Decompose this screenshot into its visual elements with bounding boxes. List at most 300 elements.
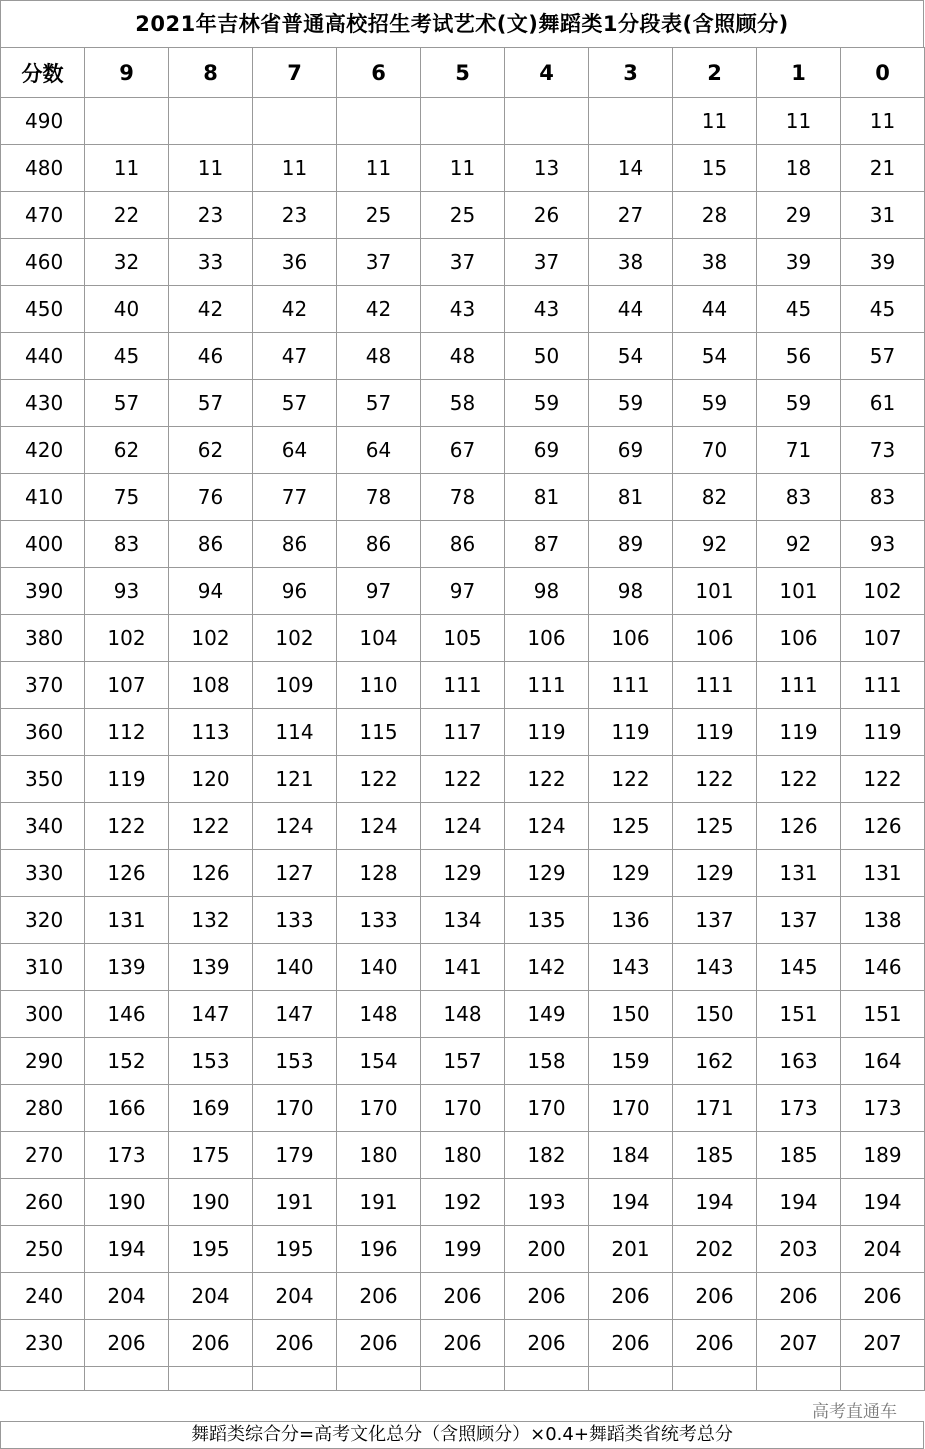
count-cell: 185 xyxy=(757,1132,841,1179)
score-cell: 420 xyxy=(1,427,85,474)
count-cell: 38 xyxy=(589,239,673,286)
count-cell: 124 xyxy=(421,803,505,850)
count-cell: 70 xyxy=(673,427,757,474)
empty-cell xyxy=(169,1367,253,1391)
count-cell: 28 xyxy=(673,192,757,239)
count-cell: 154 xyxy=(337,1038,421,1085)
table-header xyxy=(1,48,925,98)
count-cell: 44 xyxy=(673,286,757,333)
table-row xyxy=(1,286,925,333)
count-cell: 44 xyxy=(589,286,673,333)
score-cell: 400 xyxy=(1,521,85,568)
empty-cell xyxy=(505,1367,589,1391)
table-row xyxy=(1,756,925,803)
count-cell: 122 xyxy=(169,803,253,850)
count-cell: 191 xyxy=(253,1179,337,1226)
count-cell: 206 xyxy=(337,1273,421,1320)
count-cell: 194 xyxy=(841,1179,925,1226)
count-cell: 11 xyxy=(253,145,337,192)
count-cell: 21 xyxy=(841,145,925,192)
count-cell: 83 xyxy=(85,521,169,568)
table-row xyxy=(1,897,925,944)
empty-cell xyxy=(421,1367,505,1391)
count-cell: 105 xyxy=(421,615,505,662)
count-cell: 146 xyxy=(841,944,925,991)
count-cell: 170 xyxy=(337,1085,421,1132)
score-cell: 460 xyxy=(1,239,85,286)
count-cell: 87 xyxy=(505,521,589,568)
count-cell: 56 xyxy=(757,333,841,380)
count-cell: 62 xyxy=(85,427,169,474)
score-table xyxy=(0,47,925,1391)
header-row xyxy=(1,48,925,98)
count-cell: 48 xyxy=(337,333,421,380)
header-cell-digit: 7 xyxy=(253,48,337,98)
count-cell xyxy=(421,98,505,145)
count-cell: 206 xyxy=(337,1320,421,1367)
count-cell: 170 xyxy=(253,1085,337,1132)
count-cell: 106 xyxy=(505,615,589,662)
count-cell: 129 xyxy=(673,850,757,897)
count-cell: 129 xyxy=(421,850,505,897)
count-cell: 166 xyxy=(85,1085,169,1132)
count-cell: 97 xyxy=(337,568,421,615)
score-cell: 410 xyxy=(1,474,85,521)
table-row xyxy=(1,1132,925,1179)
empty-cell xyxy=(589,1367,673,1391)
count-cell: 59 xyxy=(673,380,757,427)
score-cell: 440 xyxy=(1,333,85,380)
count-cell: 147 xyxy=(253,991,337,1038)
count-cell: 54 xyxy=(673,333,757,380)
score-cell: 300 xyxy=(1,991,85,1038)
count-cell: 77 xyxy=(253,474,337,521)
count-cell xyxy=(589,98,673,145)
count-cell: 142 xyxy=(505,944,589,991)
count-cell: 93 xyxy=(841,521,925,568)
table-row xyxy=(1,615,925,662)
count-cell: 200 xyxy=(505,1226,589,1273)
count-cell: 184 xyxy=(589,1132,673,1179)
table-row xyxy=(1,944,925,991)
count-cell: 45 xyxy=(757,286,841,333)
count-cell: 194 xyxy=(589,1179,673,1226)
count-cell: 131 xyxy=(757,850,841,897)
count-cell: 169 xyxy=(169,1085,253,1132)
count-cell: 204 xyxy=(253,1273,337,1320)
count-cell: 27 xyxy=(589,192,673,239)
count-cell: 25 xyxy=(421,192,505,239)
count-cell: 11 xyxy=(757,98,841,145)
count-cell: 122 xyxy=(757,756,841,803)
count-cell: 137 xyxy=(757,897,841,944)
count-cell: 115 xyxy=(337,709,421,756)
count-cell: 122 xyxy=(505,756,589,803)
count-cell: 18 xyxy=(757,145,841,192)
count-cell: 182 xyxy=(505,1132,589,1179)
count-cell: 171 xyxy=(673,1085,757,1132)
count-cell: 58 xyxy=(421,380,505,427)
count-cell: 69 xyxy=(505,427,589,474)
count-cell: 75 xyxy=(85,474,169,521)
count-cell: 29 xyxy=(757,192,841,239)
count-cell: 106 xyxy=(757,615,841,662)
count-cell: 170 xyxy=(421,1085,505,1132)
table-row xyxy=(1,568,925,615)
watermark: 高考直通车 xyxy=(812,1402,897,1422)
count-cell: 101 xyxy=(673,568,757,615)
count-cell: 190 xyxy=(169,1179,253,1226)
count-cell: 37 xyxy=(421,239,505,286)
count-cell: 89 xyxy=(589,521,673,568)
count-cell: 11 xyxy=(169,145,253,192)
count-cell: 42 xyxy=(169,286,253,333)
table-body xyxy=(1,98,925,1391)
count-cell: 11 xyxy=(421,145,505,192)
count-cell: 82 xyxy=(673,474,757,521)
count-cell: 139 xyxy=(85,944,169,991)
count-cell: 93 xyxy=(85,568,169,615)
count-cell: 131 xyxy=(85,897,169,944)
count-cell: 83 xyxy=(841,474,925,521)
count-cell: 23 xyxy=(169,192,253,239)
count-cell: 152 xyxy=(85,1038,169,1085)
count-cell: 83 xyxy=(757,474,841,521)
empty-cell xyxy=(757,1367,841,1391)
count-cell: 38 xyxy=(673,239,757,286)
count-cell: 162 xyxy=(673,1038,757,1085)
count-cell: 126 xyxy=(85,850,169,897)
count-cell: 206 xyxy=(169,1320,253,1367)
count-cell: 138 xyxy=(841,897,925,944)
count-cell: 146 xyxy=(85,991,169,1038)
score-cell: 350 xyxy=(1,756,85,803)
table-row xyxy=(1,427,925,474)
count-cell: 25 xyxy=(337,192,421,239)
count-cell: 33 xyxy=(169,239,253,286)
count-cell: 153 xyxy=(253,1038,337,1085)
count-cell: 179 xyxy=(253,1132,337,1179)
count-cell: 11 xyxy=(85,145,169,192)
count-cell: 158 xyxy=(505,1038,589,1085)
table-row xyxy=(1,1085,925,1132)
count-cell: 125 xyxy=(673,803,757,850)
count-cell: 112 xyxy=(85,709,169,756)
count-cell: 143 xyxy=(589,944,673,991)
count-cell: 81 xyxy=(589,474,673,521)
count-cell: 42 xyxy=(253,286,337,333)
count-cell: 97 xyxy=(421,568,505,615)
count-cell: 102 xyxy=(253,615,337,662)
header-cell-digit: 9 xyxy=(85,48,169,98)
count-cell: 192 xyxy=(421,1179,505,1226)
count-cell: 206 xyxy=(589,1320,673,1367)
empty-cell xyxy=(85,1367,169,1391)
count-cell: 151 xyxy=(757,991,841,1038)
count-cell: 173 xyxy=(85,1132,169,1179)
count-cell: 81 xyxy=(505,474,589,521)
count-cell: 104 xyxy=(337,615,421,662)
count-cell: 50 xyxy=(505,333,589,380)
table-row xyxy=(1,1038,925,1085)
count-cell: 180 xyxy=(337,1132,421,1179)
score-cell: 340 xyxy=(1,803,85,850)
count-cell: 124 xyxy=(337,803,421,850)
count-cell: 119 xyxy=(85,756,169,803)
count-cell: 102 xyxy=(85,615,169,662)
count-cell: 86 xyxy=(169,521,253,568)
score-cell: 430 xyxy=(1,380,85,427)
empty-cell xyxy=(841,1367,925,1391)
count-cell xyxy=(85,98,169,145)
count-cell: 107 xyxy=(85,662,169,709)
count-cell: 124 xyxy=(505,803,589,850)
count-cell: 113 xyxy=(169,709,253,756)
count-cell: 149 xyxy=(505,991,589,1038)
count-cell: 122 xyxy=(85,803,169,850)
score-cell: 360 xyxy=(1,709,85,756)
count-cell: 43 xyxy=(505,286,589,333)
score-cell: 490 xyxy=(1,98,85,145)
table-row xyxy=(1,803,925,850)
score-cell: 250 xyxy=(1,1226,85,1273)
empty-cell xyxy=(673,1367,757,1391)
count-cell: 150 xyxy=(673,991,757,1038)
count-cell: 73 xyxy=(841,427,925,474)
count-cell: 119 xyxy=(757,709,841,756)
score-cell: 390 xyxy=(1,568,85,615)
count-cell: 204 xyxy=(169,1273,253,1320)
score-cell: 450 xyxy=(1,286,85,333)
count-cell: 64 xyxy=(337,427,421,474)
count-cell: 92 xyxy=(757,521,841,568)
count-cell: 26 xyxy=(505,192,589,239)
score-cell: 480 xyxy=(1,145,85,192)
count-cell: 122 xyxy=(337,756,421,803)
count-cell: 143 xyxy=(673,944,757,991)
count-cell: 106 xyxy=(673,615,757,662)
count-cell: 151 xyxy=(841,991,925,1038)
count-cell: 114 xyxy=(253,709,337,756)
header-cell-digit: 1 xyxy=(757,48,841,98)
count-cell: 207 xyxy=(757,1320,841,1367)
count-cell: 206 xyxy=(589,1273,673,1320)
table-row xyxy=(1,333,925,380)
count-cell: 206 xyxy=(673,1320,757,1367)
count-cell: 59 xyxy=(589,380,673,427)
count-cell: 45 xyxy=(85,333,169,380)
count-cell: 129 xyxy=(589,850,673,897)
count-cell: 86 xyxy=(253,521,337,568)
count-cell: 128 xyxy=(337,850,421,897)
count-cell: 206 xyxy=(505,1320,589,1367)
count-cell: 206 xyxy=(841,1273,925,1320)
count-cell: 37 xyxy=(337,239,421,286)
count-cell: 196 xyxy=(337,1226,421,1273)
count-cell: 206 xyxy=(421,1273,505,1320)
count-cell: 92 xyxy=(673,521,757,568)
count-cell: 122 xyxy=(589,756,673,803)
count-cell: 98 xyxy=(505,568,589,615)
count-cell: 13 xyxy=(505,145,589,192)
header-cell-score: 分数 xyxy=(1,48,85,98)
count-cell: 122 xyxy=(673,756,757,803)
score-cell: 470 xyxy=(1,192,85,239)
count-cell: 76 xyxy=(169,474,253,521)
count-cell: 62 xyxy=(169,427,253,474)
count-cell: 170 xyxy=(589,1085,673,1132)
footnote: 舞蹈类综合分=高考文化总分（含照顾分）×0.4+舞蹈类省统考总分 xyxy=(0,1421,924,1449)
table-row xyxy=(1,474,925,521)
count-cell: 148 xyxy=(421,991,505,1038)
count-cell: 48 xyxy=(421,333,505,380)
count-cell: 45 xyxy=(841,286,925,333)
count-cell: 129 xyxy=(505,850,589,897)
count-cell: 57 xyxy=(85,380,169,427)
count-cell: 173 xyxy=(841,1085,925,1132)
count-cell: 175 xyxy=(169,1132,253,1179)
count-cell: 191 xyxy=(337,1179,421,1226)
empty-cell xyxy=(1,1367,85,1391)
table-row xyxy=(1,709,925,756)
count-cell: 54 xyxy=(589,333,673,380)
count-cell: 206 xyxy=(757,1273,841,1320)
empty-cell xyxy=(337,1367,421,1391)
count-cell: 124 xyxy=(253,803,337,850)
count-cell: 126 xyxy=(757,803,841,850)
count-cell: 194 xyxy=(673,1179,757,1226)
count-cell: 120 xyxy=(169,756,253,803)
count-cell: 202 xyxy=(673,1226,757,1273)
table-row xyxy=(1,98,925,145)
count-cell: 37 xyxy=(505,239,589,286)
page-title: 2021年吉林省普通高校招生考试艺术(文)舞蹈类1分段表(含照顾分) xyxy=(0,0,924,48)
count-cell: 22 xyxy=(85,192,169,239)
count-cell: 133 xyxy=(253,897,337,944)
count-cell: 111 xyxy=(421,662,505,709)
count-cell xyxy=(169,98,253,145)
count-cell: 150 xyxy=(589,991,673,1038)
count-cell: 102 xyxy=(841,568,925,615)
count-cell: 131 xyxy=(841,850,925,897)
count-cell xyxy=(337,98,421,145)
score-cell: 230 xyxy=(1,1320,85,1367)
count-cell: 122 xyxy=(841,756,925,803)
count-cell: 111 xyxy=(589,662,673,709)
table-row xyxy=(1,1320,925,1367)
count-cell: 67 xyxy=(421,427,505,474)
count-cell: 40 xyxy=(85,286,169,333)
table-row xyxy=(1,1179,925,1226)
header-cell-digit: 3 xyxy=(589,48,673,98)
score-cell: 280 xyxy=(1,1085,85,1132)
count-cell: 125 xyxy=(589,803,673,850)
count-cell: 133 xyxy=(337,897,421,944)
count-cell: 14 xyxy=(589,145,673,192)
count-cell: 69 xyxy=(589,427,673,474)
empty-row xyxy=(1,1367,925,1391)
count-cell: 194 xyxy=(85,1226,169,1273)
count-cell: 134 xyxy=(421,897,505,944)
table-row xyxy=(1,850,925,897)
count-cell: 173 xyxy=(757,1085,841,1132)
count-cell: 148 xyxy=(337,991,421,1038)
count-cell: 206 xyxy=(505,1273,589,1320)
header-cell-digit: 5 xyxy=(421,48,505,98)
count-cell: 111 xyxy=(505,662,589,709)
score-cell: 290 xyxy=(1,1038,85,1085)
table-row xyxy=(1,1273,925,1320)
count-cell: 126 xyxy=(841,803,925,850)
count-cell: 163 xyxy=(757,1038,841,1085)
table-row xyxy=(1,192,925,239)
count-cell: 119 xyxy=(589,709,673,756)
count-cell: 39 xyxy=(757,239,841,286)
empty-cell xyxy=(253,1367,337,1391)
count-cell: 126 xyxy=(169,850,253,897)
score-cell: 320 xyxy=(1,897,85,944)
count-cell: 98 xyxy=(589,568,673,615)
count-cell: 61 xyxy=(841,380,925,427)
count-cell: 185 xyxy=(673,1132,757,1179)
count-cell: 102 xyxy=(169,615,253,662)
count-cell: 119 xyxy=(505,709,589,756)
count-cell: 101 xyxy=(757,568,841,615)
count-cell: 57 xyxy=(841,333,925,380)
count-cell: 11 xyxy=(337,145,421,192)
count-cell: 164 xyxy=(841,1038,925,1085)
count-cell: 135 xyxy=(505,897,589,944)
count-cell: 71 xyxy=(757,427,841,474)
count-cell: 108 xyxy=(169,662,253,709)
count-cell: 57 xyxy=(169,380,253,427)
count-cell: 203 xyxy=(757,1226,841,1273)
count-cell: 204 xyxy=(85,1273,169,1320)
count-cell: 11 xyxy=(673,98,757,145)
count-cell: 94 xyxy=(169,568,253,615)
count-cell: 109 xyxy=(253,662,337,709)
count-cell: 157 xyxy=(421,1038,505,1085)
count-cell: 78 xyxy=(337,474,421,521)
count-cell: 121 xyxy=(253,756,337,803)
table-row xyxy=(1,1226,925,1273)
score-cell: 330 xyxy=(1,850,85,897)
count-cell: 46 xyxy=(169,333,253,380)
count-cell: 110 xyxy=(337,662,421,709)
count-cell: 111 xyxy=(841,662,925,709)
count-cell: 39 xyxy=(841,239,925,286)
count-cell: 206 xyxy=(421,1320,505,1367)
table-row xyxy=(1,521,925,568)
count-cell: 193 xyxy=(505,1179,589,1226)
count-cell: 31 xyxy=(841,192,925,239)
header-cell-digit: 4 xyxy=(505,48,589,98)
table-row xyxy=(1,380,925,427)
score-cell: 370 xyxy=(1,662,85,709)
count-cell: 86 xyxy=(337,521,421,568)
table-row xyxy=(1,145,925,192)
count-cell: 78 xyxy=(421,474,505,521)
count-cell: 43 xyxy=(421,286,505,333)
count-cell: 194 xyxy=(757,1179,841,1226)
count-cell: 96 xyxy=(253,568,337,615)
count-cell: 111 xyxy=(673,662,757,709)
count-cell: 206 xyxy=(85,1320,169,1367)
count-cell: 111 xyxy=(757,662,841,709)
count-cell: 122 xyxy=(421,756,505,803)
header-cell-digit: 8 xyxy=(169,48,253,98)
score-cell: 260 xyxy=(1,1179,85,1226)
